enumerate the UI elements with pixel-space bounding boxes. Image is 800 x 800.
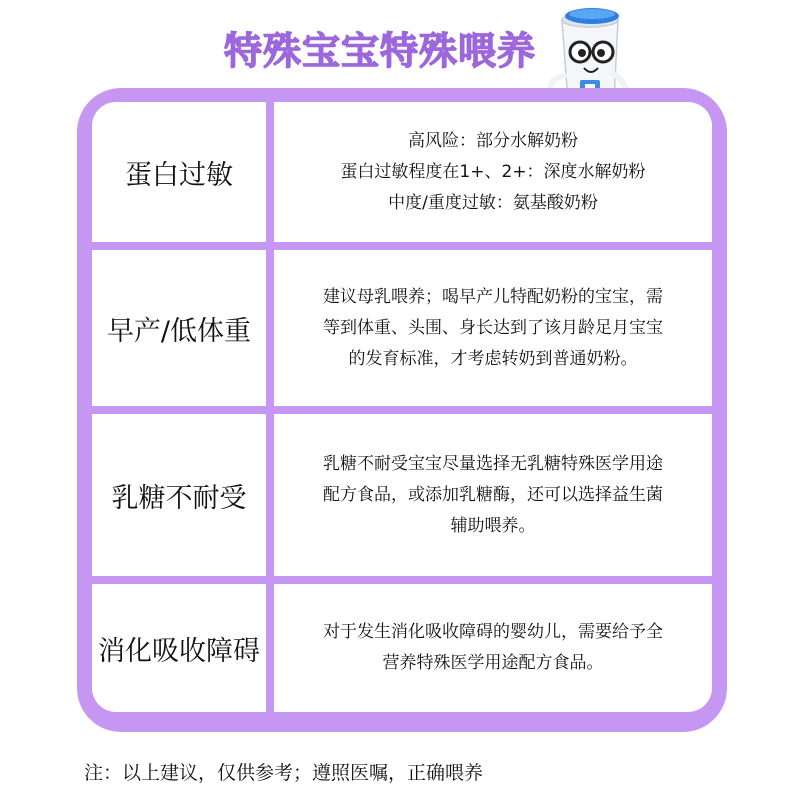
advice-line: 蛋白过敏程度在1+、2+：深度水解奶粉 xyxy=(340,161,646,182)
advice-line: 中度/重度过敏：氨基酸奶粉 xyxy=(388,192,598,213)
advice-line: 的发育标准，才考虑转奶到普通奶粉。 xyxy=(348,348,638,369)
advice-line: 等到体重、头围、身长达到了该月龄足月宝宝 xyxy=(323,317,663,338)
feeding-table xyxy=(92,102,712,717)
row-label-premature: 早产/低体重 xyxy=(92,250,266,406)
advice-line: 乳糖不耐受宝宝尽量选择无乳糖特殊医学用途 xyxy=(323,453,663,474)
advice-line: 对于发生消化吸收障碍的婴幼儿，需要给予全 xyxy=(323,622,663,642)
page-title: 特殊宝宝特殊喂养 xyxy=(223,29,536,73)
row-advice-lactose-intolerance xyxy=(274,414,712,576)
advice-line: 辅助喂养。 xyxy=(450,515,536,536)
row-label-lactose-intolerance: 乳糖不耐受 xyxy=(92,414,266,576)
row-advice-malabsorption xyxy=(274,584,712,712)
row-label-malabsorption: 消化吸收障碍 xyxy=(92,584,266,712)
row-label-protein-allergy: 蛋白过敏 xyxy=(92,102,266,242)
row-advice-protein-allergy xyxy=(274,102,712,242)
advice-line: 高风险：部分水解奶粉 xyxy=(408,130,578,151)
feeding-table-frame xyxy=(77,88,727,732)
advice-line: 配方食品，或添加乳糖酶，还可以选择益生菌 xyxy=(323,484,663,505)
row-advice-premature xyxy=(274,250,712,406)
advice-line: 建议母乳喂养；喝早产儿特配奶粉的宝宝，需 xyxy=(323,286,663,307)
footnote: 注：以上建议，仅供参考；遵照医嘱，正确喂养 xyxy=(84,762,484,784)
advice-line: 营养特殊医学用途配方食品。 xyxy=(382,653,604,673)
